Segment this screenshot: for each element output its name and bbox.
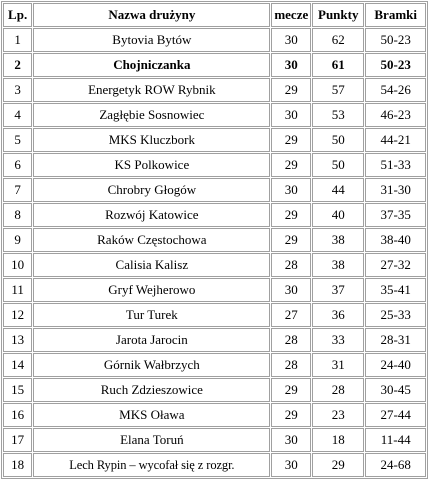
- cell-team-name: Lech Rypin – wycofał się z rozgr.: [33, 453, 270, 477]
- cell-goals: 35-41: [365, 278, 426, 302]
- cell-points: 38: [312, 228, 364, 252]
- table-row: [3, 203, 426, 227]
- cell-points: 29: [312, 453, 364, 477]
- cell-goals: 54-26: [365, 78, 426, 102]
- cell-points: 33: [312, 328, 364, 352]
- cell-lp: 12: [3, 303, 32, 327]
- cell-matches: 29: [271, 78, 311, 102]
- cell-points: 44: [312, 178, 364, 202]
- table-body: [3, 28, 426, 477]
- table-row: [3, 278, 426, 302]
- cell-points: 36: [312, 303, 364, 327]
- cell-lp: 10: [3, 253, 32, 277]
- cell-matches: 27: [271, 303, 311, 327]
- cell-team-name: Elana Toruń: [33, 428, 270, 452]
- cell-lp: 16: [3, 403, 32, 427]
- cell-matches: 28: [271, 353, 311, 377]
- cell-matches: 30: [271, 103, 311, 127]
- cell-team-name: Bytovia Bytów: [33, 28, 270, 52]
- cell-matches: 29: [271, 228, 311, 252]
- cell-matches: 30: [271, 28, 311, 52]
- cell-goals: 50-23: [365, 53, 426, 77]
- cell-points: 18: [312, 428, 364, 452]
- cell-points: 31: [312, 353, 364, 377]
- cell-goals: 44-21: [365, 128, 426, 152]
- cell-matches: 30: [271, 453, 311, 477]
- table-row: [3, 328, 426, 352]
- table-row: [3, 303, 426, 327]
- cell-points: 53: [312, 103, 364, 127]
- cell-goals: 31-30: [365, 178, 426, 202]
- cell-goals: 27-32: [365, 253, 426, 277]
- cell-matches: 28: [271, 253, 311, 277]
- cell-goals: 24-68: [365, 453, 426, 477]
- cell-points: 61: [312, 53, 364, 77]
- league-table: [1, 1, 428, 479]
- cell-matches: 30: [271, 178, 311, 202]
- cell-goals: 28-31: [365, 328, 426, 352]
- cell-lp: 8: [3, 203, 32, 227]
- table-row: [3, 378, 426, 402]
- table-row: [3, 253, 426, 277]
- cell-goals: 11-44: [365, 428, 426, 452]
- cell-points: 28: [312, 378, 364, 402]
- cell-lp: 11: [3, 278, 32, 302]
- table-row: [3, 103, 426, 127]
- cell-matches: 30: [271, 428, 311, 452]
- cell-goals: 37-35: [365, 203, 426, 227]
- cell-lp: 6: [3, 153, 32, 177]
- table-row: [3, 428, 426, 452]
- cell-points: 40: [312, 203, 364, 227]
- cell-lp: 2: [3, 53, 32, 77]
- header-row: [3, 3, 426, 27]
- cell-goals: 38-40: [365, 228, 426, 252]
- table-row: [3, 53, 426, 77]
- cell-matches: 30: [271, 53, 311, 77]
- cell-points: 57: [312, 78, 364, 102]
- cell-matches: 29: [271, 203, 311, 227]
- cell-team-name: Zagłębie Sosnowiec: [33, 103, 270, 127]
- cell-points: 62: [312, 28, 364, 52]
- cell-lp: 3: [3, 78, 32, 102]
- cell-goals: 25-33: [365, 303, 426, 327]
- cell-team-name: Tur Turek: [33, 303, 270, 327]
- cell-matches: 29: [271, 403, 311, 427]
- cell-lp: 1: [3, 28, 32, 52]
- cell-team-name: Ruch Zdzieszowice: [33, 378, 270, 402]
- cell-goals: 51-33: [365, 153, 426, 177]
- cell-goals: 50-23: [365, 28, 426, 52]
- header-team-name: Nazwa drużyny: [33, 3, 270, 27]
- table-row: [3, 78, 426, 102]
- table-row: [3, 153, 426, 177]
- cell-team-name: Górnik Wałbrzych: [33, 353, 270, 377]
- cell-points: 23: [312, 403, 364, 427]
- cell-team-name: Chojniczanka: [33, 53, 270, 77]
- cell-lp: 15: [3, 378, 32, 402]
- cell-lp: 9: [3, 228, 32, 252]
- table-row: [3, 453, 426, 477]
- cell-team-name: MKS Kluczbork: [33, 128, 270, 152]
- cell-team-name: Raków Częstochowa: [33, 228, 270, 252]
- cell-team-name: Jarota Jarocin: [33, 328, 270, 352]
- table-row: [3, 128, 426, 152]
- table-row: [3, 28, 426, 52]
- cell-lp: 14: [3, 353, 32, 377]
- cell-goals: 46-23: [365, 103, 426, 127]
- cell-points: 50: [312, 128, 364, 152]
- cell-goals: 27-44: [365, 403, 426, 427]
- cell-team-name: MKS Oława: [33, 403, 270, 427]
- cell-lp: 7: [3, 178, 32, 202]
- cell-lp: 17: [3, 428, 32, 452]
- cell-team-name: KS Polkowice: [33, 153, 270, 177]
- table-row: [3, 178, 426, 202]
- cell-lp: 4: [3, 103, 32, 127]
- cell-points: 37: [312, 278, 364, 302]
- cell-goals: 30-45: [365, 378, 426, 402]
- table-row: [3, 228, 426, 252]
- table-row: [3, 353, 426, 377]
- cell-matches: 30: [271, 278, 311, 302]
- cell-goals: 24-40: [365, 353, 426, 377]
- cell-team-name: Calisia Kalisz: [33, 253, 270, 277]
- cell-team-name: Gryf Wejherowo: [33, 278, 270, 302]
- header-lp: Lp.: [3, 3, 32, 27]
- cell-matches: 28: [271, 328, 311, 352]
- cell-team-name: Energetyk ROW Rybnik: [33, 78, 270, 102]
- cell-matches: 29: [271, 153, 311, 177]
- table-row: [3, 403, 426, 427]
- cell-lp: 13: [3, 328, 32, 352]
- cell-lp: 5: [3, 128, 32, 152]
- header-matches: mecze: [271, 3, 311, 27]
- cell-matches: 29: [271, 378, 311, 402]
- cell-matches: 29: [271, 128, 311, 152]
- header-goals: Bramki: [365, 3, 426, 27]
- cell-lp: 18: [3, 453, 32, 477]
- cell-team-name: Rozwój Katowice: [33, 203, 270, 227]
- cell-points: 38: [312, 253, 364, 277]
- cell-points: 50: [312, 153, 364, 177]
- header-points: Punkty: [312, 3, 364, 27]
- cell-team-name: Chrobry Głogów: [33, 178, 270, 202]
